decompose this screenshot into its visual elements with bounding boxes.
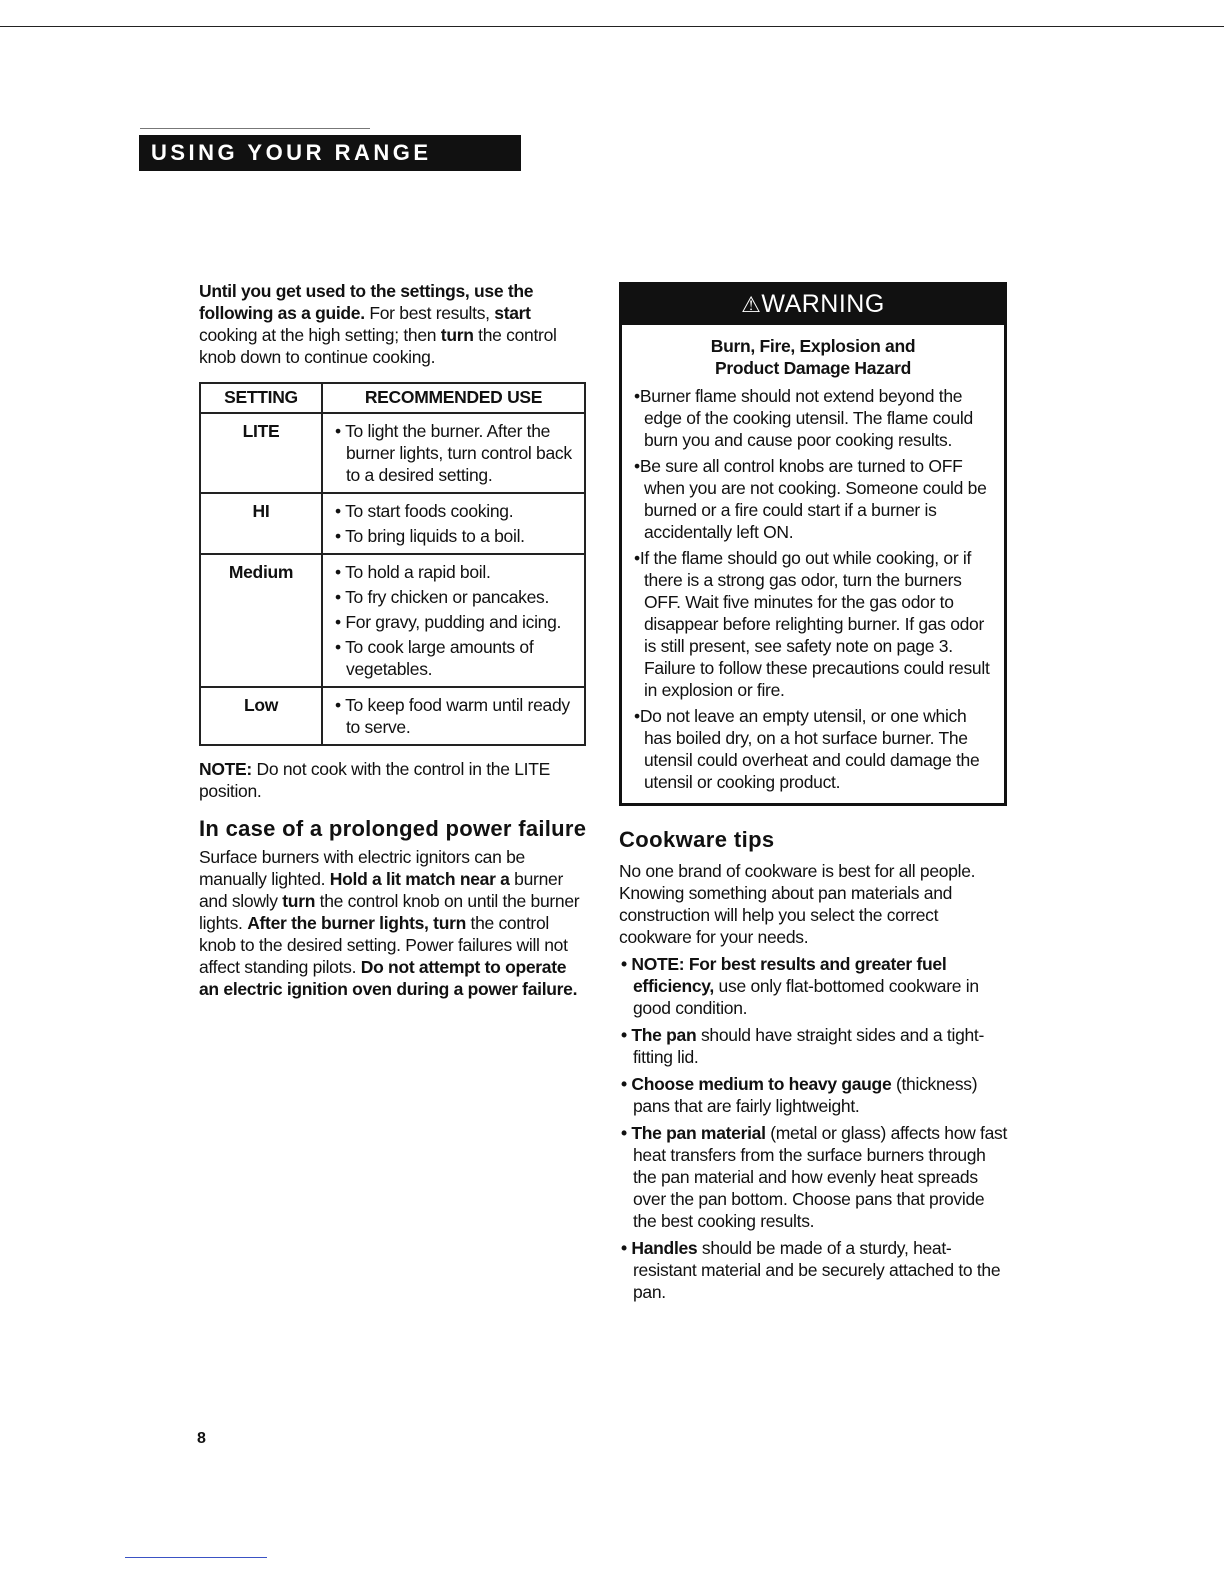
top-rule <box>0 26 1224 27</box>
table-row-low <box>200 687 585 745</box>
use-item: • For gravy, pudding and icing. <box>335 612 562 632</box>
setting-cell: HI <box>200 493 322 554</box>
tip-bold: • NOTE: For best results and greater fuel efficiency, <box>621 954 947 996</box>
tip-bold: • Choose medium to heavy gauge <box>621 1074 892 1094</box>
uses-cell <box>322 687 585 745</box>
note-paragraph <box>199 758 589 802</box>
header-recommended-use: RECOMMENDED USE <box>322 383 585 413</box>
cookware-heading: Cookware tips <box>619 827 775 852</box>
intro-text-3: the control knob down to continue cooking. <box>199 325 557 367</box>
use-item: • To start foods cooking. <box>335 501 514 521</box>
note-text: Do not cook with the control in the LITE position. <box>199 759 550 801</box>
uses-cell <box>322 554 585 687</box>
cookware-tip <box>619 1237 1011 1303</box>
tip-text: (thickness) pans that are fairly lightweight. <box>633 1074 978 1116</box>
pf-bold-1: Hold a lit match near a <box>329 869 510 889</box>
tip-bold: • The pan <box>621 1025 697 1045</box>
setting-cell: LITE <box>200 413 322 493</box>
table-row-lite <box>200 413 585 493</box>
warning-list <box>622 385 1004 803</box>
power-failure-heading: In case of a prolonged power failure <box>199 816 587 841</box>
cookware-tip <box>619 1073 1011 1117</box>
setting-cell: Medium <box>200 554 322 687</box>
left-column <box>199 280 589 1000</box>
note-label: NOTE: <box>199 759 252 779</box>
cookware-intro: No one brand of cookware is best for all people. Knowing something about pan materials and construction will help you select the correct cookware for your needs. <box>619 861 976 947</box>
tip-text: use only flat-bottomed cookware in good condition. <box>633 976 979 1018</box>
settings-table <box>199 382 586 746</box>
tip-text: should have straight sides and a tight-fitting lid. <box>633 1025 985 1067</box>
pf-text-4: the control knob to the desired setting. Power failures will not affect standing pilots. <box>199 913 568 977</box>
pf-text-1: Surface burners with electric ignitors can be manually lighted. <box>199 847 525 889</box>
pf-bold-4: Do not attempt to operate an electric ignition oven during a power failure. <box>199 957 578 999</box>
use-item: • To fry chicken or pancakes. <box>335 587 550 607</box>
page-number: 8 <box>197 1430 206 1447</box>
pf-bold-3: After the burner lights, turn <box>247 913 466 933</box>
table-row-medium <box>200 554 585 687</box>
table-header-row <box>200 383 585 413</box>
tip-bold: • The pan material <box>621 1123 766 1143</box>
hazard-line-2: Product Damage Hazard <box>715 358 911 378</box>
intro-bold-1: Until you get used to the settings, use the following as a guide. <box>199 281 534 323</box>
pf-text-2: burner and slowly <box>199 869 563 911</box>
intro-bold-3: turn <box>440 325 474 345</box>
power-failure-paragraph <box>199 846 589 1000</box>
use-item: • To hold a rapid boil. <box>335 562 491 582</box>
intro-paragraph <box>199 280 589 368</box>
warning-box <box>619 282 1007 806</box>
warning-item: •Do not leave an empty utensil, or one which has boiled dry, on a hot surface burner. The utensil could overheat and could damage the utensil or cooking product. <box>634 706 980 792</box>
use-item: • To bring liquids to a boil. <box>335 526 525 546</box>
hazard-line-1: Burn, Fire, Explosion and <box>710 336 916 356</box>
cookware-tip <box>619 1122 1011 1232</box>
bottom-rule <box>125 1557 267 1558</box>
pf-bold-2: turn <box>282 891 316 911</box>
warning-triangle-icon: ⚠ <box>741 292 762 317</box>
warning-item: •Be sure all control knobs are turned to OFF when you are not cooking. Someone could be burned or a fire could start if a burner is accidentally left ON. <box>634 456 987 542</box>
warning-title: WARNING <box>761 290 885 318</box>
warning-item: •If the flame should go out while cooking, or if there is a strong gas odor, turn the burners OFF. Wait five minutes for the gas odor to disappear before relighting burner. If gas odor is still present, see safety note on page 3. Failure to follow these precautions could result in explosion or fire. <box>634 548 990 700</box>
intro-text-2: cooking at the high setting; then <box>199 325 441 345</box>
uses-cell <box>322 493 585 554</box>
header-rule <box>140 128 370 129</box>
intro-bold-2: start <box>494 303 531 323</box>
use-item: • To cook large amounts of vegetables. <box>335 637 534 679</box>
table-row-hi <box>200 493 585 554</box>
tip-text: should be made of a sturdy, heat-resistant material and be securely attached to the pan. <box>633 1238 1001 1302</box>
header-setting: SETTING <box>200 383 322 413</box>
use-item: • To keep food warm until ready to serve. <box>335 695 570 737</box>
cookware-tip <box>619 1024 1011 1068</box>
right-column <box>619 282 1011 1303</box>
cookware-tip <box>619 953 1011 1019</box>
section-banner: USING YOUR RANGE <box>139 135 521 171</box>
tip-bold: • Handles <box>621 1238 698 1258</box>
warning-header <box>622 285 1004 325</box>
intro-text-1: For best results, <box>364 303 495 323</box>
setting-cell: Low <box>200 687 322 745</box>
pf-text-3: the control knob on until the burner lights. <box>199 891 580 933</box>
hazard-title <box>622 335 1004 379</box>
warning-item: •Burner flame should not extend beyond the edge of the cooking utensil. The flame could burn you and cause poor cooking results. <box>634 386 973 450</box>
use-item: • To light the burner. After the burner lights, turn control back to a desired setting. <box>335 421 572 485</box>
tip-text: (metal or glass) affects how fast heat transfers from the surface burners through the pan material and how evenly heat spreads over the pan bottom. Choose pans that provide the best cooking results. <box>633 1123 1008 1231</box>
uses-cell <box>322 413 585 493</box>
